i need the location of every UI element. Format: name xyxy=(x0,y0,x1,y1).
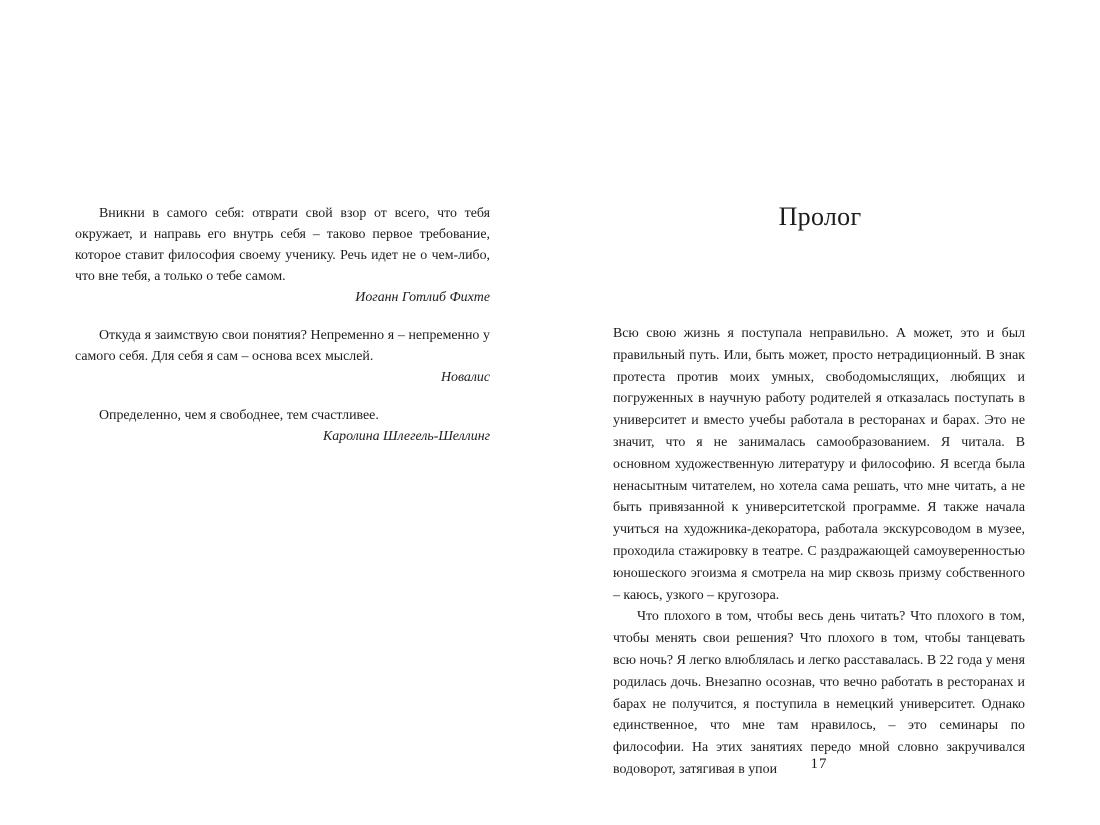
epigraph-text: Откуда я заимствую свои понятия? Непременно я – непременно у самого себя. Для себя я сам – основа всех мыслей. xyxy=(75,328,490,364)
prologue-paragraph: Всю свою жизнь я поступала неправильно. А может, это и был правильный путь. Или, быть может, просто нетрадиционный. В знак протеста против моих умных, свободомыслящих, любящих и погруженных в научную работу родителей я отказалась поступать в университет и вместо учебы работала в ресторанах и барах. Это не значит, что я не занималась самообразованием. Я читала. В основном художественную литературу и философию. Я всегда была ненасытным читателем, но хотела сама решать, что мне читать, а не быть привязанной к университетской программе. Я также начала учиться на художника-декоратора, работала экскурсоводом в музее, проходила стажировку в театре. С раздражающей самоуверенностью юношеского эгоизма я смотрела на мир сквозь призму собственного – каюсь, узкого – кругозора. xyxy=(613,326,1025,603)
epigraph-novalis xyxy=(75,325,490,388)
epigraph-text: Вникни в самого себя: отврати свой взор от всего, что тебя окружает, и направь его внутрь себя – таково первое требование, которое ставит философия своему ученику. Речь идет не о чем-либо, что вне тебя, а только о тебе самом. xyxy=(75,206,490,284)
epigraph-author: Новалис xyxy=(440,370,490,385)
epigraph-author: Иоганн Готлиб Фихте xyxy=(355,290,490,305)
epigraph-text: Определенно, чем я свободнее, тем счастливее. xyxy=(99,408,379,423)
chapter-title: Пролог xyxy=(778,202,862,231)
right-page xyxy=(550,0,1100,825)
page-number: 17 xyxy=(810,756,828,772)
prologue-paragraph: Что плохого в том, чтобы весь день читать? Что плохого в том, чтобы менять свои решения? Что плохого в том, чтобы танцевать всю ночь? Я легко влюблялась и легко расставалась. В 22 года у меня родилась дочь. Внезапно осознав, что вечно работать в ресторанах и барах не получится, я поступила в немецкий университет. Однако единственное, что мне там нравилось, – это семинары по философии. На этих занятиях передо мной словно закручивался водоворот, затягивая в упои xyxy=(613,609,1025,777)
epigraphs xyxy=(75,203,490,464)
epigraph-schlegel-schelling xyxy=(75,405,490,447)
epigraph-author: Каролина Шлегель-Шеллинг xyxy=(323,429,490,444)
prologue-body xyxy=(613,323,1025,781)
epigraph-fichte xyxy=(75,203,490,308)
